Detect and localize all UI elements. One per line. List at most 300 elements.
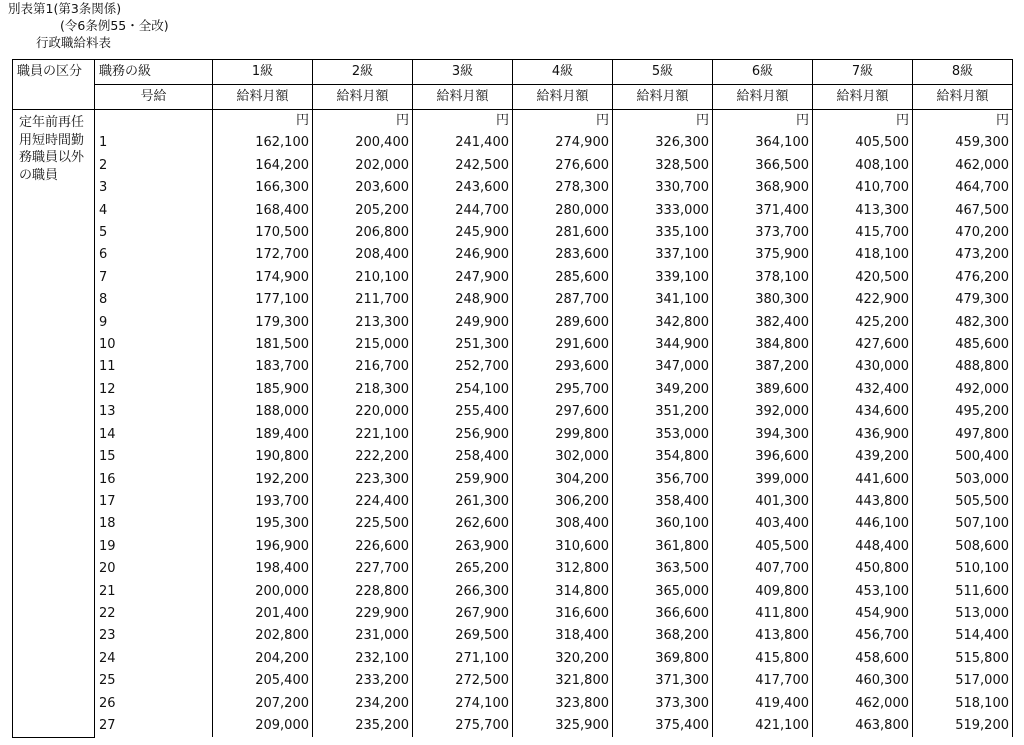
amount-cell: 405,500 [713,536,813,558]
amount-cell: 427,600 [813,334,913,356]
amount-cell: 267,900 [413,603,513,625]
amount-cell: 293,600 [513,356,613,378]
amount-cell: 291,600 [513,334,613,356]
amount-cell: 209,000 [213,715,313,737]
unit-cell: 円 [713,110,813,133]
table-row [13,603,1013,625]
amount-cell: 500,400 [913,446,1013,468]
amount-cell: 228,800 [313,581,413,603]
amount-cell: 220,000 [313,401,413,423]
amount-cell: 195,300 [213,513,313,535]
amount-cell: 375,900 [713,244,813,266]
amount-cell: 467,500 [913,200,1013,222]
table-row [13,446,1013,468]
amount-cell: 415,700 [813,222,913,244]
table-row [13,334,1013,356]
amount-cell: 462,000 [913,155,1013,177]
salary-table [12,59,1013,738]
grade-header: 1級 [213,60,313,85]
step-header: 号給 [95,85,213,110]
amount-cell: 363,500 [613,558,713,580]
amount-cell: 234,200 [313,693,413,715]
amount-cell: 432,400 [813,379,913,401]
amount-cell: 263,900 [413,536,513,558]
amount-cell: 507,100 [913,513,1013,535]
amount-cell: 266,300 [413,581,513,603]
amount-cell: 408,100 [813,155,913,177]
step-cell: 11 [95,356,213,378]
amount-cell: 221,100 [313,424,413,446]
amount-cell: 226,600 [313,536,413,558]
amount-cell: 349,200 [613,379,713,401]
amount-cell: 278,300 [513,177,613,199]
amount-cell: 339,100 [613,267,713,289]
amount-cell: 297,600 [513,401,613,423]
grade-header: 8級 [913,60,1013,85]
amount-cell: 302,000 [513,446,613,468]
unit-cell: 円 [313,110,413,133]
table-row [13,401,1013,423]
amount-cell: 373,700 [713,222,813,244]
amount-cell: 361,800 [613,536,713,558]
amount-cell: 185,900 [213,379,313,401]
table-title: 行政職給料表 [36,35,112,50]
amount-cell: 249,900 [413,312,513,334]
amount-cell: 456,700 [813,625,913,647]
amount-cell: 375,400 [613,715,713,737]
amount-cell: 198,400 [213,558,313,580]
step-cell: 20 [95,558,213,580]
amount-cell: 280,000 [513,200,613,222]
table-row [13,424,1013,446]
step-cell: 18 [95,513,213,535]
amount-cell: 422,900 [813,289,913,311]
step-cell: 10 [95,334,213,356]
amount-cell: 206,800 [313,222,413,244]
step-cell: 26 [95,693,213,715]
amount-cell: 492,000 [913,379,1013,401]
category-cell: 定年前再任用短時間勤務職員以外の職員 [13,110,95,738]
amount-cell: 420,500 [813,267,913,289]
amount-cell: 330,700 [613,177,713,199]
step-cell: 16 [95,469,213,491]
amount-cell: 314,800 [513,581,613,603]
amount-cell: 287,700 [513,289,613,311]
table-row [13,491,1013,513]
amount-header: 給料月額 [513,85,613,110]
amount-cell: 413,300 [813,200,913,222]
step-cell: 5 [95,222,213,244]
amount-cell: 394,300 [713,424,813,446]
amount-cell: 392,000 [713,401,813,423]
amount-cell: 244,700 [413,200,513,222]
amount-cell: 341,100 [613,289,713,311]
grade-header: 3級 [413,60,513,85]
unit-cell: 円 [213,110,313,133]
step-cell: 17 [95,491,213,513]
amount-cell: 289,600 [513,312,613,334]
amount-cell: 333,000 [613,200,713,222]
amount-cell: 514,400 [913,625,1013,647]
amount-cell: 396,600 [713,446,813,468]
amount-cell: 269,500 [413,625,513,647]
amount-cell: 503,000 [913,469,1013,491]
amount-cell: 511,600 [913,581,1013,603]
amount-cell: 342,800 [613,312,713,334]
step-cell: 23 [95,625,213,647]
amount-cell: 495,200 [913,401,1013,423]
amount-cell: 295,700 [513,379,613,401]
amount-cell: 371,300 [613,670,713,692]
amount-cell: 453,100 [813,581,913,603]
amount-cell: 261,300 [413,491,513,513]
amount-cell: 387,200 [713,356,813,378]
unit-row [13,110,1013,133]
amount-cell: 271,100 [413,648,513,670]
amount-cell: 202,000 [313,155,413,177]
amount-cell: 196,900 [213,536,313,558]
amount-cell: 337,100 [613,244,713,266]
amount-cell: 463,800 [813,715,913,737]
amount-cell: 245,900 [413,222,513,244]
amount-cell: 189,400 [213,424,313,446]
amount-cell: 193,700 [213,491,313,513]
amount-header: 給料月額 [913,85,1013,110]
amount-cell: 166,300 [213,177,313,199]
amount-cell: 407,700 [713,558,813,580]
amount-cell: 518,100 [913,693,1013,715]
amount-cell: 425,200 [813,312,913,334]
amount-cell: 368,200 [613,625,713,647]
amount-cell: 299,800 [513,424,613,446]
amount-cell: 415,800 [713,648,813,670]
amendment-note: (令6条例55・全改) [60,18,169,33]
amount-cell: 373,300 [613,693,713,715]
amount-cell: 366,500 [713,155,813,177]
amount-cell: 485,600 [913,334,1013,356]
amount-cell: 310,600 [513,536,613,558]
amount-cell: 448,400 [813,536,913,558]
amount-cell: 320,200 [513,648,613,670]
amount-cell: 274,900 [513,132,613,154]
amount-cell: 515,800 [913,648,1013,670]
amount-cell: 443,800 [813,491,913,513]
grade-header: 7級 [813,60,913,85]
table-row [13,132,1013,154]
table-row [13,289,1013,311]
amount-cell: 369,800 [613,648,713,670]
table-row [13,222,1013,244]
amount-cell: 366,600 [613,603,713,625]
amount-cell: 460,300 [813,670,913,692]
category-header: 職員の区分 [13,60,95,85]
amount-cell: 222,200 [313,446,413,468]
step-cell: 24 [95,648,213,670]
amount-cell: 505,500 [913,491,1013,513]
amount-cell: 417,700 [713,670,813,692]
amount-cell: 441,600 [813,469,913,491]
amount-cell: 318,400 [513,625,613,647]
unit-cell: 円 [613,110,713,133]
table-reference: 別表第1(第3条関係) [8,1,122,16]
step-cell [95,110,213,133]
amount-cell: 183,700 [213,356,313,378]
amount-cell: 421,100 [713,715,813,737]
amount-cell: 365,000 [613,581,713,603]
unit-cell: 円 [413,110,513,133]
amount-cell: 177,100 [213,289,313,311]
amount-cell: 275,700 [413,715,513,737]
amount-cell: 258,400 [413,446,513,468]
amount-cell: 488,800 [913,356,1013,378]
amount-cell: 351,200 [613,401,713,423]
amount-cell: 312,800 [513,558,613,580]
table-row [13,155,1013,177]
amount-cell: 256,900 [413,424,513,446]
amount-cell: 371,400 [713,200,813,222]
amount-cell: 172,700 [213,244,313,266]
table-row [13,625,1013,647]
step-cell: 9 [95,312,213,334]
amount-cell: 321,800 [513,670,613,692]
amount-cell: 210,100 [313,267,413,289]
amount-cell: 403,400 [713,513,813,535]
table-row [13,469,1013,491]
step-cell: 25 [95,670,213,692]
amount-cell: 308,400 [513,513,613,535]
amount-cell: 181,500 [213,334,313,356]
amount-cell: 272,500 [413,670,513,692]
amount-cell: 224,400 [313,491,413,513]
table-row [13,312,1013,334]
step-cell: 4 [95,200,213,222]
step-cell: 8 [95,289,213,311]
table-row [13,581,1013,603]
table-row [13,648,1013,670]
amount-cell: 285,600 [513,267,613,289]
amount-cell: 434,600 [813,401,913,423]
amount-cell: 205,400 [213,670,313,692]
category-header-blank [13,85,95,110]
amount-cell: 384,800 [713,334,813,356]
step-cell: 2 [95,155,213,177]
duty-grade-header: 職務の級 [95,60,213,85]
amount-cell: 344,900 [613,334,713,356]
amount-cell: 231,000 [313,625,413,647]
amount-cell: 170,500 [213,222,313,244]
amount-cell: 399,000 [713,469,813,491]
grade-header: 2級 [313,60,413,85]
amount-cell: 265,200 [413,558,513,580]
step-cell: 15 [95,446,213,468]
amount-cell: 247,900 [413,267,513,289]
amount-cell: 179,300 [213,312,313,334]
amount-cell: 248,900 [413,289,513,311]
step-cell: 27 [95,715,213,737]
amount-cell: 368,900 [713,177,813,199]
unit-cell: 円 [913,110,1013,133]
amount-cell: 190,800 [213,446,313,468]
amount-cell: 213,300 [313,312,413,334]
table-row [13,267,1013,289]
amount-cell: 436,900 [813,424,913,446]
amount-cell: 454,900 [813,603,913,625]
amount-cell: 353,000 [613,424,713,446]
amount-cell: 335,100 [613,222,713,244]
amount-cell: 232,100 [313,648,413,670]
amount-cell: 410,700 [813,177,913,199]
amount-cell: 207,200 [213,693,313,715]
amount-cell: 328,500 [613,155,713,177]
amount-cell: 262,600 [413,513,513,535]
amount-cell: 413,800 [713,625,813,647]
amount-cell: 508,600 [913,536,1013,558]
amount-cell: 229,900 [313,603,413,625]
unit-cell: 円 [513,110,613,133]
amount-cell: 510,100 [913,558,1013,580]
amount-cell: 462,000 [813,693,913,715]
table-row [13,244,1013,266]
amount-cell: 274,100 [413,693,513,715]
amount-cell: 405,500 [813,132,913,154]
amount-cell: 389,600 [713,379,813,401]
amount-cell: 281,600 [513,222,613,244]
amount-cell: 241,400 [413,132,513,154]
amount-cell: 325,900 [513,715,613,737]
amount-cell: 246,900 [413,244,513,266]
table-row [13,356,1013,378]
amount-cell: 162,100 [213,132,313,154]
amount-cell: 211,700 [313,289,413,311]
amount-cell: 306,200 [513,491,613,513]
table-row [13,558,1013,580]
amount-cell: 215,000 [313,334,413,356]
amount-cell: 458,600 [813,648,913,670]
amount-cell: 203,600 [313,177,413,199]
amount-cell: 164,200 [213,155,313,177]
amount-cell: 380,300 [713,289,813,311]
amount-cell: 470,200 [913,222,1013,244]
amount-cell: 378,100 [713,267,813,289]
step-cell: 19 [95,536,213,558]
amount-cell: 323,800 [513,693,613,715]
amount-cell: 464,700 [913,177,1013,199]
amount-cell: 476,200 [913,267,1013,289]
step-cell: 13 [95,401,213,423]
amount-cell: 450,800 [813,558,913,580]
amount-cell: 364,100 [713,132,813,154]
amount-cell: 418,100 [813,244,913,266]
amount-header: 給料月額 [313,85,413,110]
amount-cell: 409,800 [713,581,813,603]
amount-cell: 192,200 [213,469,313,491]
step-cell: 12 [95,379,213,401]
amount-cell: 227,700 [313,558,413,580]
step-cell: 22 [95,603,213,625]
amount-cell: 208,400 [313,244,413,266]
amount-cell: 419,400 [713,693,813,715]
step-cell: 14 [95,424,213,446]
step-cell: 7 [95,267,213,289]
amount-cell: 216,700 [313,356,413,378]
amount-cell: 235,200 [313,715,413,737]
amount-cell: 401,300 [713,491,813,513]
amount-header: 給料月額 [413,85,513,110]
table-row [13,536,1013,558]
amount-cell: 255,400 [413,401,513,423]
amount-cell: 316,600 [513,603,613,625]
table-row [13,693,1013,715]
amount-cell: 225,500 [313,513,413,535]
step-cell: 6 [95,244,213,266]
amount-cell: 174,900 [213,267,313,289]
amount-cell: 200,000 [213,581,313,603]
amount-cell: 519,200 [913,715,1013,737]
amount-cell: 360,100 [613,513,713,535]
amount-cell: 482,300 [913,312,1013,334]
amount-cell: 243,600 [413,177,513,199]
table-row [13,513,1013,535]
amount-cell: 252,700 [413,356,513,378]
amount-cell: 497,800 [913,424,1013,446]
amount-cell: 459,300 [913,132,1013,154]
grade-header: 6級 [713,60,813,85]
amount-cell: 382,400 [713,312,813,334]
table-row [13,670,1013,692]
table-row [13,200,1013,222]
amount-cell: 202,800 [213,625,313,647]
amount-cell: 233,200 [313,670,413,692]
amount-cell: 259,900 [413,469,513,491]
amount-cell: 200,400 [313,132,413,154]
amount-cell: 513,000 [913,603,1013,625]
amount-header: 給料月額 [613,85,713,110]
amount-cell: 242,500 [413,155,513,177]
amount-cell: 411,800 [713,603,813,625]
table-row [13,177,1013,199]
grade-header: 4級 [513,60,613,85]
amount-cell: 276,600 [513,155,613,177]
amount-cell: 326,300 [613,132,713,154]
amount-header: 給料月額 [213,85,313,110]
amount-cell: 446,100 [813,513,913,535]
amount-cell: 205,200 [313,200,413,222]
amount-header: 給料月額 [713,85,813,110]
amount-cell: 356,700 [613,469,713,491]
step-cell: 21 [95,581,213,603]
amount-cell: 517,000 [913,670,1013,692]
amount-cell: 347,000 [613,356,713,378]
amount-cell: 201,400 [213,603,313,625]
amount-cell: 168,400 [213,200,313,222]
amount-cell: 283,600 [513,244,613,266]
amount-cell: 254,100 [413,379,513,401]
amount-cell: 354,800 [613,446,713,468]
amount-cell: 218,300 [313,379,413,401]
amount-cell: 358,400 [613,491,713,513]
amount-cell: 473,200 [913,244,1013,266]
amount-cell: 251,300 [413,334,513,356]
amount-cell: 479,300 [913,289,1013,311]
step-cell: 1 [95,132,213,154]
amount-header: 給料月額 [813,85,913,110]
unit-cell: 円 [813,110,913,133]
amount-cell: 430,000 [813,356,913,378]
amount-cell: 439,200 [813,446,913,468]
amount-cell: 204,200 [213,648,313,670]
grade-header: 5級 [613,60,713,85]
amount-cell: 304,200 [513,469,613,491]
